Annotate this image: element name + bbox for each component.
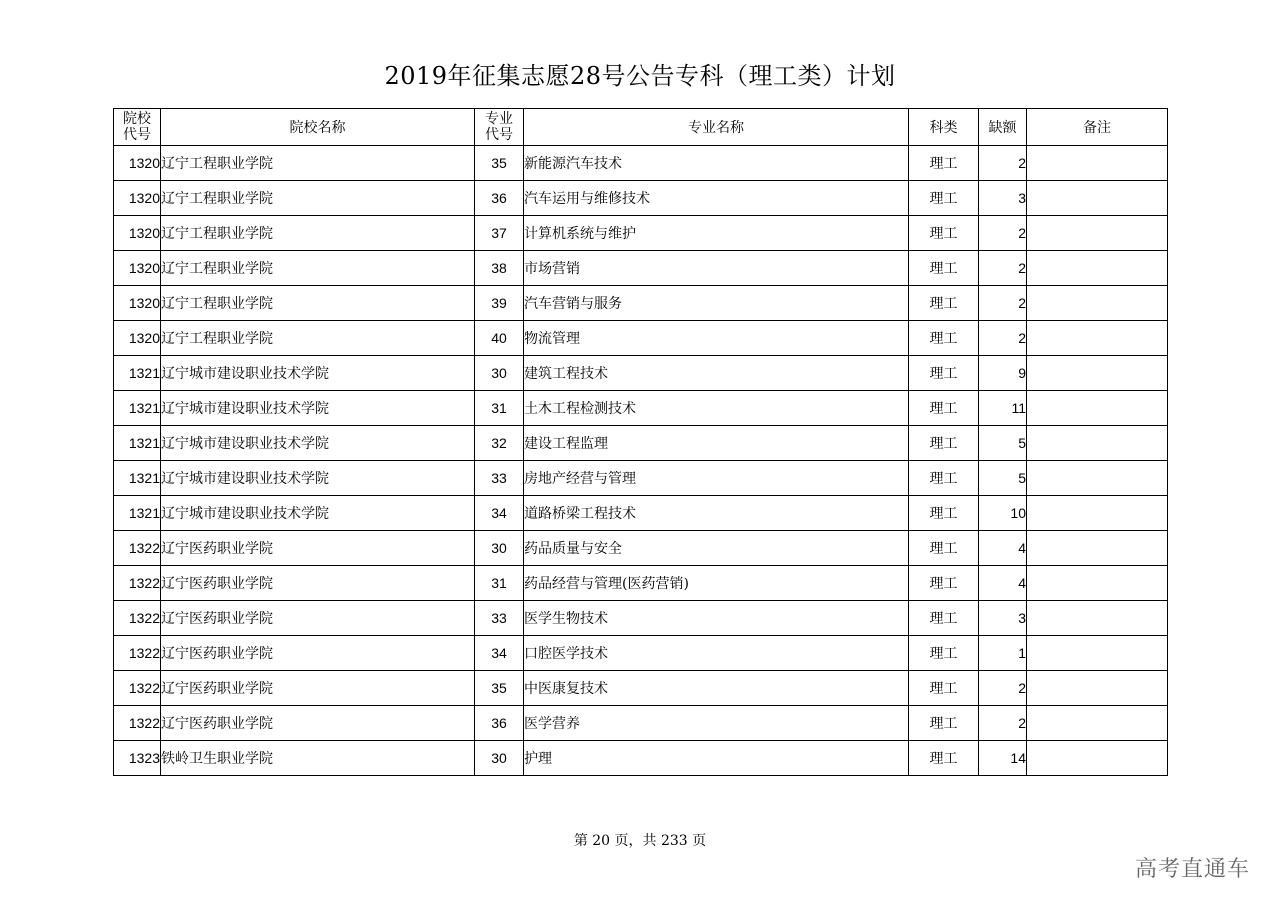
- header-major-name: 专业名称: [524, 109, 909, 146]
- cell-note: [1027, 741, 1168, 776]
- cell-major-code: 36: [475, 181, 524, 216]
- cell-school-name: 辽宁城市建设职业技术学院: [161, 461, 475, 496]
- cell-school-code: 1321: [114, 426, 161, 461]
- cell-note: [1027, 566, 1168, 601]
- cell-major-name: 计算机系统与维护: [524, 216, 909, 251]
- cell-category: 理工: [909, 636, 979, 671]
- cell-major-code: 38: [475, 251, 524, 286]
- table-row: [114, 426, 1168, 461]
- table-row: [114, 496, 1168, 531]
- table-row: [114, 251, 1168, 286]
- cell-major-code: 35: [475, 671, 524, 706]
- cell-note: [1027, 706, 1168, 741]
- cell-major-code: 32: [475, 426, 524, 461]
- table-row: [114, 636, 1168, 671]
- cell-vacancy: 5: [979, 426, 1027, 461]
- cell-major-code: 37: [475, 216, 524, 251]
- cell-category: 理工: [909, 426, 979, 461]
- cell-category: 理工: [909, 531, 979, 566]
- cell-major-name: 道路桥梁工程技术: [524, 496, 909, 531]
- table-row: [114, 146, 1168, 181]
- cell-major-name: 土木工程检测技术: [524, 391, 909, 426]
- cell-major-code: 30: [475, 356, 524, 391]
- cell-vacancy: 1: [979, 636, 1027, 671]
- cell-vacancy: 9: [979, 356, 1027, 391]
- cell-category: 理工: [909, 181, 979, 216]
- cell-major-code: 30: [475, 531, 524, 566]
- cell-vacancy: 2: [979, 671, 1027, 706]
- cell-category: 理工: [909, 146, 979, 181]
- page-footer: 第 20 页，共 233 页: [573, 833, 707, 849]
- header-major-code: [475, 109, 524, 146]
- cell-major-name: 市场营销: [524, 251, 909, 286]
- cell-note: [1027, 496, 1168, 531]
- header-school-code: [114, 109, 161, 146]
- cell-school-name: 辽宁城市建设职业技术学院: [161, 426, 475, 461]
- table-header-row: [114, 109, 1168, 146]
- table-row: [114, 461, 1168, 496]
- cell-vacancy: 2: [979, 146, 1027, 181]
- cell-vacancy: 11: [979, 391, 1027, 426]
- cell-major-name: 建设工程监理: [524, 426, 909, 461]
- cell-category: 理工: [909, 321, 979, 356]
- cell-vacancy: 4: [979, 566, 1027, 601]
- cell-note: [1027, 216, 1168, 251]
- cell-school-code: 1320: [114, 146, 161, 181]
- table-row: [114, 356, 1168, 391]
- cell-vacancy: 5: [979, 461, 1027, 496]
- cell-vacancy: 4: [979, 531, 1027, 566]
- cell-school-code: 1320: [114, 286, 161, 321]
- cell-vacancy: 2: [979, 216, 1027, 251]
- cell-note: [1027, 321, 1168, 356]
- cell-note: [1027, 636, 1168, 671]
- cell-category: 理工: [909, 391, 979, 426]
- table-row: [114, 391, 1168, 426]
- cell-major-name: 新能源汽车技术: [524, 146, 909, 181]
- cell-school-name: 辽宁医药职业学院: [161, 636, 475, 671]
- header-note: 备注: [1027, 109, 1168, 146]
- cell-school-name: 辽宁城市建设职业技术学院: [161, 391, 475, 426]
- cell-school-name: 辽宁工程职业学院: [161, 216, 475, 251]
- cell-school-name: 辽宁医药职业学院: [161, 671, 475, 706]
- cell-vacancy: 2: [979, 321, 1027, 356]
- cell-category: 理工: [909, 496, 979, 531]
- cell-note: [1027, 671, 1168, 706]
- cell-major-code: 34: [475, 636, 524, 671]
- cell-note: [1027, 146, 1168, 181]
- cell-category: 理工: [909, 461, 979, 496]
- cell-category: 理工: [909, 216, 979, 251]
- cell-category: 理工: [909, 741, 979, 776]
- table-row: [114, 671, 1168, 706]
- cell-category: 理工: [909, 566, 979, 601]
- header-vacancy: 缺额: [979, 109, 1027, 146]
- cell-major-name: 护理: [524, 741, 909, 776]
- header-school-name: 院校名称: [161, 109, 475, 146]
- cell-category: 理工: [909, 356, 979, 391]
- cell-major-code: 33: [475, 601, 524, 636]
- cell-school-name: 辽宁城市建设职业技术学院: [161, 356, 475, 391]
- cell-school-name: 辽宁医药职业学院: [161, 531, 475, 566]
- cell-school-code: 1322: [114, 566, 161, 601]
- cell-school-code: 1322: [114, 531, 161, 566]
- cell-major-code: 31: [475, 566, 524, 601]
- header-school-code-line1: 院校: [123, 111, 151, 127]
- cell-school-code: 1320: [114, 251, 161, 286]
- table-row: [114, 181, 1168, 216]
- cell-school-code: 1321: [114, 461, 161, 496]
- cell-school-code: 1320: [114, 181, 161, 216]
- cell-school-code: 1321: [114, 391, 161, 426]
- cell-school-code: 1323: [114, 741, 161, 776]
- cell-school-code: 1320: [114, 321, 161, 356]
- cell-major-name: 中医康复技术: [524, 671, 909, 706]
- cell-major-code: 34: [475, 496, 524, 531]
- cell-note: [1027, 601, 1168, 636]
- cell-major-name: 房地产经营与管理: [524, 461, 909, 496]
- cell-major-name: 医学生物技术: [524, 601, 909, 636]
- table-row: [114, 566, 1168, 601]
- table-row: [114, 321, 1168, 356]
- cell-category: 理工: [909, 671, 979, 706]
- cell-major-code: 35: [475, 146, 524, 181]
- cell-school-name: 辽宁医药职业学院: [161, 601, 475, 636]
- cell-school-code: 1320: [114, 216, 161, 251]
- table-row: [114, 286, 1168, 321]
- cell-major-code: 40: [475, 321, 524, 356]
- cell-note: [1027, 531, 1168, 566]
- table-row: [114, 531, 1168, 566]
- header-school-code-line2: 代号: [123, 127, 151, 143]
- cell-school-name: 辽宁城市建设职业技术学院: [161, 496, 475, 531]
- table-row: [114, 741, 1168, 776]
- table-row: [114, 216, 1168, 251]
- cell-school-name: 辽宁医药职业学院: [161, 706, 475, 741]
- cell-note: [1027, 426, 1168, 461]
- cell-note: [1027, 286, 1168, 321]
- cell-major-name: 建筑工程技术: [524, 356, 909, 391]
- cell-major-name: 药品质量与安全: [524, 531, 909, 566]
- cell-note: [1027, 356, 1168, 391]
- cell-school-code: 1322: [114, 671, 161, 706]
- cell-school-name: 辽宁工程职业学院: [161, 251, 475, 286]
- cell-note: [1027, 181, 1168, 216]
- table-row: [114, 601, 1168, 636]
- cell-vacancy: 2: [979, 286, 1027, 321]
- cell-category: 理工: [909, 251, 979, 286]
- cell-vacancy: 10: [979, 496, 1027, 531]
- cell-major-code: 31: [475, 391, 524, 426]
- header-category: 科类: [909, 109, 979, 146]
- cell-school-name: 辽宁医药职业学院: [161, 566, 475, 601]
- cell-vacancy: 3: [979, 181, 1027, 216]
- cell-major-name: 汽车营销与服务: [524, 286, 909, 321]
- cell-note: [1027, 251, 1168, 286]
- cell-major-name: 药品经营与管理(医药营销): [524, 566, 909, 601]
- cell-category: 理工: [909, 286, 979, 321]
- cell-school-code: 1322: [114, 706, 161, 741]
- cell-major-code: 33: [475, 461, 524, 496]
- cell-school-name: 辽宁工程职业学院: [161, 286, 475, 321]
- cell-major-name: 物流管理: [524, 321, 909, 356]
- cell-school-name: 辽宁工程职业学院: [161, 321, 475, 356]
- header-major-code-line1: 专业: [485, 111, 513, 127]
- cell-major-name: 口腔医学技术: [524, 636, 909, 671]
- cell-category: 理工: [909, 601, 979, 636]
- watermark: 高考直通车: [1134, 857, 1250, 882]
- cell-school-code: 1322: [114, 601, 161, 636]
- cell-school-name: 辽宁工程职业学院: [161, 146, 475, 181]
- plan-table: [113, 108, 1168, 776]
- cell-major-code: 36: [475, 706, 524, 741]
- cell-school-code: 1322: [114, 636, 161, 671]
- cell-vacancy: 2: [979, 706, 1027, 741]
- table-row: [114, 706, 1168, 741]
- cell-school-name: 铁岭卫生职业学院: [161, 741, 475, 776]
- cell-major-name: 医学营养: [524, 706, 909, 741]
- cell-major-code: 39: [475, 286, 524, 321]
- cell-note: [1027, 461, 1168, 496]
- cell-vacancy: 2: [979, 251, 1027, 286]
- cell-school-code: 1321: [114, 356, 161, 391]
- cell-category: 理工: [909, 706, 979, 741]
- header-major-code-line2: 代号: [485, 127, 513, 143]
- cell-vacancy: 3: [979, 601, 1027, 636]
- document-title: 2019年征集志愿28号公告专科（理工类）计划: [384, 62, 896, 90]
- cell-major-name: 汽车运用与维修技术: [524, 181, 909, 216]
- cell-school-code: 1321: [114, 496, 161, 531]
- cell-major-code: 30: [475, 741, 524, 776]
- cell-note: [1027, 391, 1168, 426]
- cell-school-name: 辽宁工程职业学院: [161, 181, 475, 216]
- cell-vacancy: 14: [979, 741, 1027, 776]
